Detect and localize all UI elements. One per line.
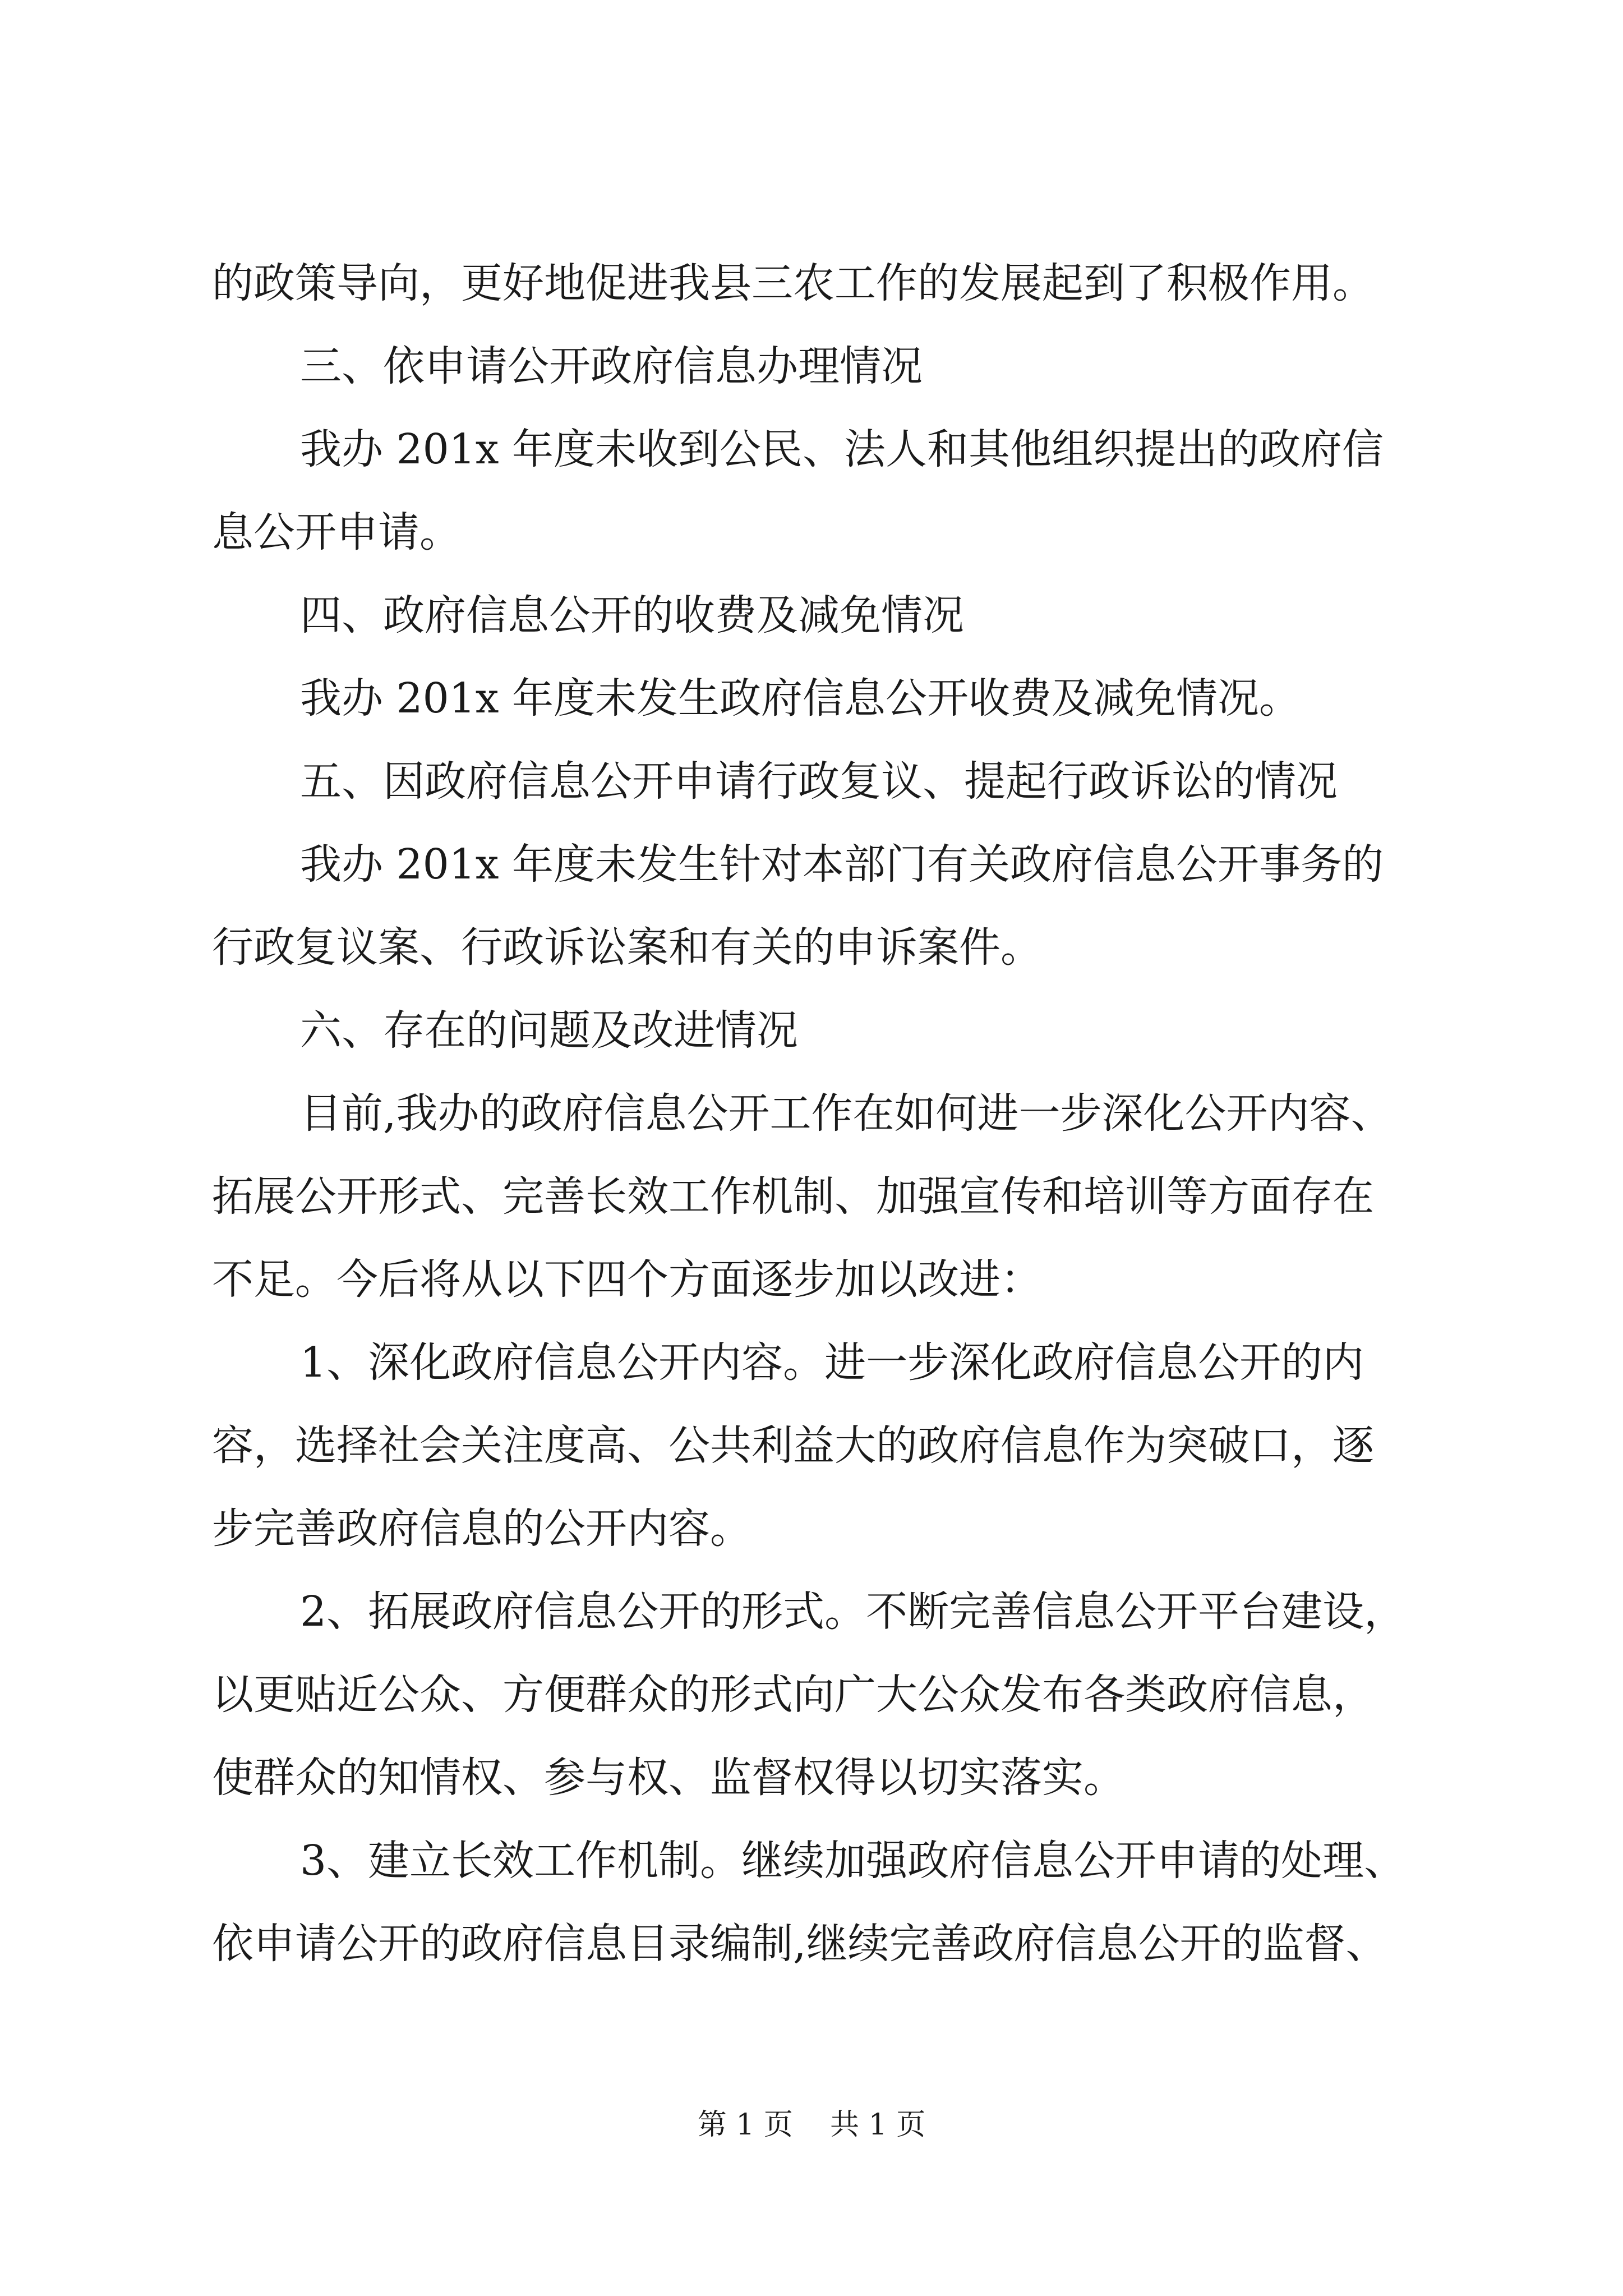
text-line: 依申请公开的政府信息目录编制,继续完善政府信息公开的监督、 xyxy=(212,1920,1387,1968)
section-heading: 五、因政府信息公开申请行政复议、提起行政诉讼的情况 xyxy=(300,757,1338,806)
text-line: 使群众的知情权、参与权、监督权得以切实落实。 xyxy=(212,1754,1125,1802)
text-line: 我办 201x 年度未发生政府信息公开收费及减免情况。 xyxy=(300,674,1301,723)
page-footer xyxy=(0,2102,1623,2147)
page-number: 第 1 页 xyxy=(697,2108,793,2142)
text-line: 拓展公开形式、完善长效工作机制、加强宣传和培训等方面存在 xyxy=(212,1172,1374,1221)
section-heading: 六、存在的问题及改进情况 xyxy=(300,1006,798,1055)
page-total: 共 1 页 xyxy=(830,2108,926,2142)
text-line: 的政策导向，更好地促进我县三农工作的发展起到了积极作用。 xyxy=(212,259,1374,307)
text-line: 步完善政府信息的公开内容。 xyxy=(212,1504,751,1553)
text-line: 目前,我办的政府信息公开工作在如何进一步深化公开内容、 xyxy=(300,1089,1393,1138)
page-spacer xyxy=(802,2108,820,2142)
section-heading: 三、依申请公开政府信息办理情况 xyxy=(300,342,923,390)
text-line: 我办 201x 年度未发生针对本部门有关政府信息公开事务的 xyxy=(300,840,1384,889)
text-line: 行政复议案、行政诉讼案和有关的申诉案件。 xyxy=(212,923,1042,972)
text-line: 我办 201x 年度未收到公民、法人和其他组织提出的政府信 xyxy=(300,425,1384,473)
list-item: 1、深化政府信息公开内容。进一步深化政府信息公开的内 xyxy=(300,1338,1364,1387)
list-item: 2、拓展政府信息公开的形式。不断完善信息公开平台建设， xyxy=(300,1588,1406,1636)
section-heading: 四、政府信息公开的收费及减免情况 xyxy=(300,591,964,639)
list-item: 3、建立长效工作机制。继续加强政府信息公开申请的处理、 xyxy=(300,1837,1406,1885)
text-line: 容，选择社会关注度高、公共利益大的政府信息作为突破口，逐 xyxy=(212,1421,1374,1470)
text-line: 息公开申请。 xyxy=(212,508,461,556)
text-line: 以更贴近公众、方便群众的形式向广大公众发布各类政府信息， xyxy=(212,1671,1374,1719)
text-line: 不足。今后将从以下四个方面逐步加以改进： xyxy=(212,1255,1042,1304)
